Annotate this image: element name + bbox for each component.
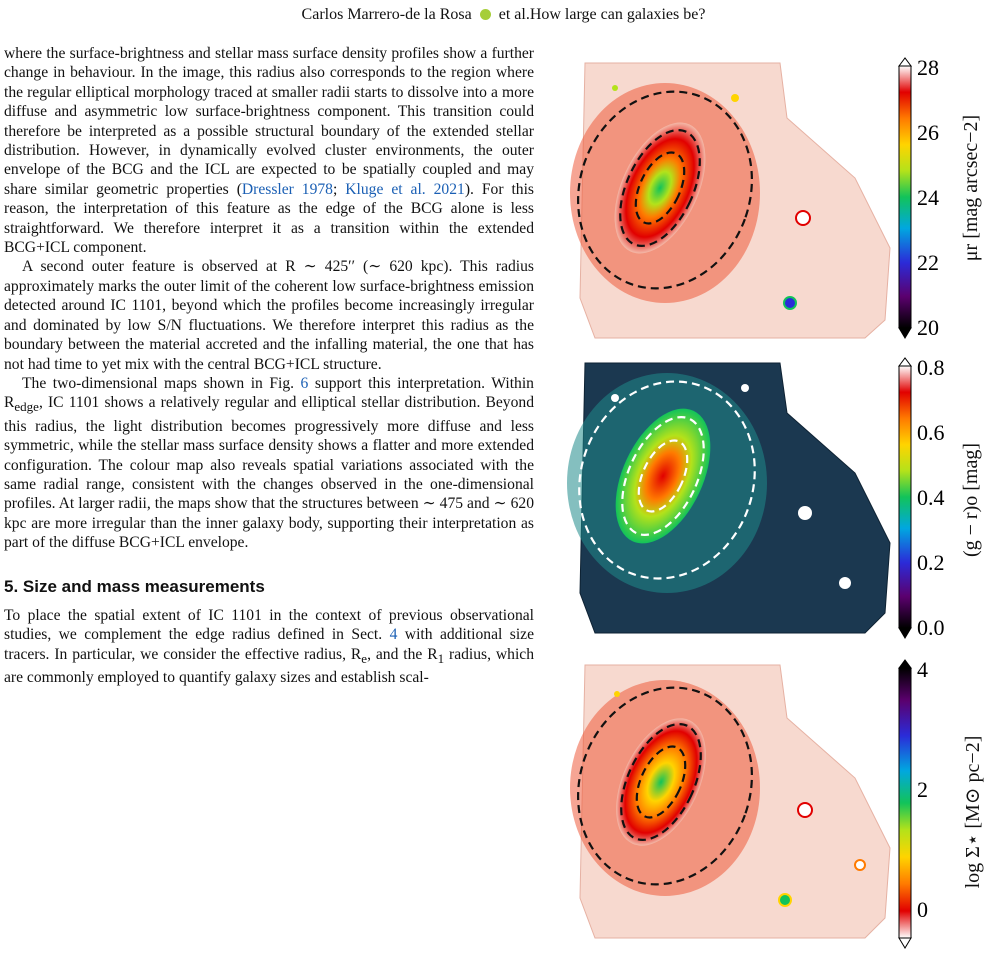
colorbar [899,668,911,938]
paragraph-2: A second outer feature is observed at R ∼ 425′′ (∼ 620 kpc). This radius approximately marks the outer limit of the coherent low surface-brightness emission detected around IC 1101, beyond which the profiles become increasingly irregular and dominated by low S/N fluctuations. We therefore interpret this radius as the boundary between the material accreted and the infalling material, the one that has not had time to yet mix with the central BCG+ICL structure. [4,258,534,373]
stellar-mass-map [555,657,935,960]
figure-reference[interactable]: 6 [300,374,309,392]
paragraph-4: To place the spatial extent of IC 1101 in the context of previous observational studies, we complement the edge radius defined in Sect. 4 with additional size tracers. In particular, we consider the effective radius, $R_e$, and the $R_1$ radius, which are commonly employed to quantify galaxy sizes and establish scal- [4,607,535,687]
colorbar-tick: 24 [917,185,939,210]
running-header [0,6,1007,24]
colorbar-tick: 0.8 [917,355,945,380]
star-source [612,85,618,91]
colorbar-tick: 28 [917,55,939,80]
colorbar [899,66,911,328]
colorbar-bottom-arrow [899,938,911,948]
star-source [784,297,796,309]
section-reference[interactable]: 4 [389,626,398,644]
star-source [839,577,851,589]
colorbar-bottom-arrow [899,328,911,338]
surface-brightness-map [555,55,939,358]
colorbar-tick: 0.2 [917,550,945,575]
star-source [798,803,812,817]
colorbar-bottom-arrow [899,628,911,638]
colorbar-top-arrow [899,660,911,668]
section-heading: 5. Size and mass measurements [4,576,265,596]
colorbar-tick: 0 [917,897,928,922]
stellar-mass-panel [555,657,935,960]
citation-dressler[interactable]: Dressler 1978 [241,180,333,198]
star-source [798,506,812,520]
running-title-paper: et al.How large can galaxies be? [498,6,706,23]
star-source [855,860,865,870]
star-source [741,384,749,392]
colorbar-top-arrow [899,58,911,66]
colorbar-tick: 0.4 [917,485,945,510]
colorbar-tick: 2 [917,777,928,802]
colorbar-tick: 26 [917,120,939,145]
star-source [614,691,620,697]
colorbar-tick: 0.0 [917,615,945,640]
paragraph-1: where the surface-brightness and stellar mass surface density profiles show a further change in behaviour. In the image, this radius also corresponds to the region where the regular elliptical morphology traced at smaller radii starts to dissolve into a more diffuse and asymmetric low surface-brightness component. This transition could therefore be interpreted as a possible structural boundary of the extended stellar distribution. However, in dynamically evolved cluster environments, the outer envelope of the BCG and the ICL are expected to be spatially coupled and may share similar geometric properties (Dressler 1978; Kluge et al. 2021). For this reason, the interpretation of this feature as the edge of the BCG alone is less straightforward. We therefore interpret it as a transition within the extended BCG+ICL component. [4,45,534,257]
running-title-authors: Carlos Marrero-de la Rosa [301,6,472,23]
star-source [779,894,791,906]
text-column [4,44,534,688]
orcid-icon[interactable] [480,9,491,20]
colorbar-tick: 22 [917,250,939,275]
colorbar-tick: 4 [917,657,928,682]
colorbar-tick: 20 [917,315,939,340]
star-source [611,394,619,402]
colorbar-tick: 0.6 [917,420,945,445]
surface-brightness-panel [555,55,939,358]
citation-kluge[interactable]: Kluge et al. 2021 [345,180,465,198]
star-source [796,211,810,225]
colour-panel [555,355,945,648]
colour-map [555,355,945,648]
star-source [731,94,739,102]
paragraph-3: The two-dimensional maps shown in Fig. 6 support this interpretation. Within $R_{edge}$, IC 1101 shows a relatively regular and elliptical stellar distribution. Beyond this radius, the light distribution becomes progressively more diffuse and less symmetric, while the stellar mass surface density shows a flatter and more extended configuration. The colour map also reveals spatial variations associated with the same radial range, consistent with the changes observed in the one-dimensional profiles. At larger radii, the maps show that the structures between ∼ 475 and ∼ 620 kpc are more irregular than the inner galaxy body, supporting their interpretation as part of the diffuse BCG+ICL envelope. [4,374,534,552]
colorbar-top-arrow [899,358,911,366]
colorbar [899,366,911,628]
